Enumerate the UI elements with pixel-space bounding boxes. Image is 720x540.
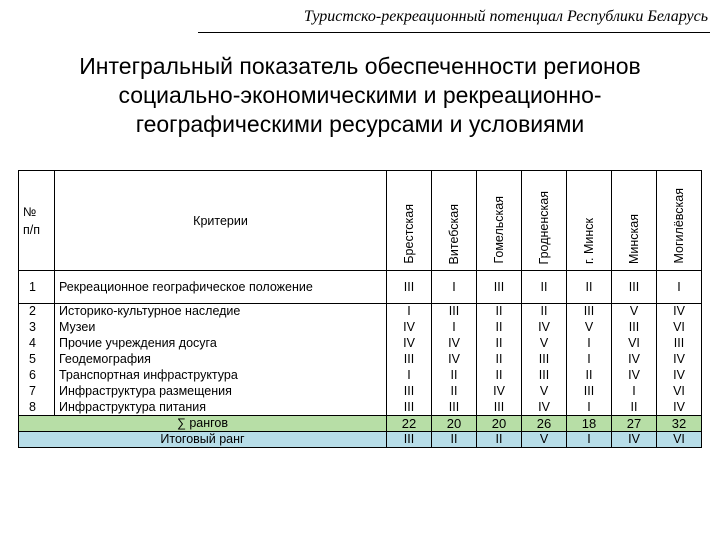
rank-cell: II <box>477 352 522 368</box>
rank-cell: VI <box>657 384 702 400</box>
rank-cell: III <box>522 352 567 368</box>
table-row <box>19 352 702 368</box>
final-rank-row <box>19 432 702 448</box>
rank-cell: III <box>477 271 522 304</box>
region-header <box>567 171 612 271</box>
row-number: 3 <box>19 320 55 336</box>
rank-cell: V <box>522 384 567 400</box>
table-row <box>19 271 702 304</box>
rank-sum-cell: 26 <box>522 416 567 432</box>
region-header-label: Минская <box>627 213 641 264</box>
region-header <box>387 171 432 271</box>
rank-sum-cell: 20 <box>432 416 477 432</box>
title-line: географическими ресурсами и условиями <box>135 111 585 137</box>
rank-cell: IV <box>657 304 702 320</box>
criterion-cell: Инфраструктура питания <box>55 400 387 416</box>
rank-cell: III <box>567 384 612 400</box>
criterion-cell: Транспортная инфраструктура <box>55 368 387 384</box>
criterion-cell: Рекреационное географическое положение <box>55 271 387 304</box>
row-number: 2 <box>19 304 55 320</box>
rank-cell: II <box>477 368 522 384</box>
row-number: 6 <box>19 368 55 384</box>
rank-cell: IV <box>612 368 657 384</box>
final-rank-label: Итоговый ранг <box>19 432 387 448</box>
rank-cell: III <box>387 271 432 304</box>
final-rank-cell: III <box>387 432 432 448</box>
rank-cell: II <box>477 336 522 352</box>
region-header <box>612 171 657 271</box>
rank-cell: IV <box>477 384 522 400</box>
final-rank-cell: VI <box>657 432 702 448</box>
rank-cell: III <box>657 336 702 352</box>
document-header: Туристско-рекреационный потенциал Республики Беларусь <box>303 8 708 25</box>
table-body <box>19 271 702 448</box>
rank-cell: I <box>432 271 477 304</box>
region-header <box>432 171 477 271</box>
row-number: 8 <box>19 400 55 416</box>
table-row <box>19 384 702 400</box>
rank-cell: IV <box>657 352 702 368</box>
table-header-row <box>19 171 702 271</box>
rank-cell: IV <box>522 400 567 416</box>
rank-cell: II <box>522 304 567 320</box>
final-rank-cell: II <box>477 432 522 448</box>
final-rank-cell: I <box>567 432 612 448</box>
criterion-cell: Инфраструктура размещения <box>55 384 387 400</box>
rank-cell: V <box>567 320 612 336</box>
rank-cell: III <box>432 304 477 320</box>
rank-cell: I <box>567 336 612 352</box>
region-header-label: г. Минск <box>582 218 596 264</box>
rank-cell: III <box>567 304 612 320</box>
rank-cell: II <box>567 271 612 304</box>
row-number: 5 <box>19 352 55 368</box>
rank-cell: IV <box>387 336 432 352</box>
rank-cell: I <box>387 304 432 320</box>
criterion-cell: Прочие учреждения досуга <box>55 336 387 352</box>
rank-cell: III <box>387 384 432 400</box>
title-line: Интегральный показатель обеспеченности регионов <box>79 53 641 79</box>
rank-cell: VI <box>657 320 702 336</box>
rank-sum-cell: 18 <box>567 416 612 432</box>
rank-cell: I <box>432 320 477 336</box>
row-number: 1 <box>19 271 55 304</box>
rank-cell: II <box>432 384 477 400</box>
rank-cell: I <box>657 271 702 304</box>
row-number: 7 <box>19 384 55 400</box>
rank-cell: III <box>522 368 567 384</box>
region-header <box>477 171 522 271</box>
rank-cell: IV <box>432 336 477 352</box>
rank-cell: IV <box>387 320 432 336</box>
rank-cell: II <box>612 400 657 416</box>
rank-cell: I <box>387 368 432 384</box>
rank-cell: III <box>477 400 522 416</box>
rank-cell: II <box>567 368 612 384</box>
rank-cell: I <box>567 352 612 368</box>
criterion-cell: Музеи <box>55 320 387 336</box>
rank-cell: II <box>432 368 477 384</box>
criterion-cell: Историко-культурное наследие <box>55 304 387 320</box>
rank-sum-row <box>19 416 702 432</box>
table-row <box>19 400 702 416</box>
region-header-label: Могилёвская <box>672 188 686 264</box>
rank-cell: IV <box>522 320 567 336</box>
rank-cell: III <box>387 352 432 368</box>
table-row <box>19 320 702 336</box>
rank-cell: II <box>477 304 522 320</box>
table-row <box>19 336 702 352</box>
rank-cell: V <box>612 304 657 320</box>
rank-sum-cell: 20 <box>477 416 522 432</box>
rank-cell: III <box>432 400 477 416</box>
header-rule <box>198 32 710 33</box>
rank-sum-cell: 27 <box>612 416 657 432</box>
rank-cell: V <box>522 336 567 352</box>
rank-cell: I <box>612 384 657 400</box>
rank-cell: I <box>567 400 612 416</box>
region-header-label: Брестская <box>402 204 416 264</box>
rank-cell: IV <box>657 400 702 416</box>
rank-cell: IV <box>612 352 657 368</box>
table-row <box>19 304 702 320</box>
region-header-label: Гродненская <box>537 190 551 264</box>
rank-cell: III <box>387 400 432 416</box>
region-header <box>657 171 702 271</box>
region-header-label: Витебская <box>447 203 461 264</box>
criterion-cell: Геодемография <box>55 352 387 368</box>
region-header <box>522 171 567 271</box>
rank-cell: III <box>612 320 657 336</box>
final-rank-cell: II <box>432 432 477 448</box>
rank-cell: IV <box>432 352 477 368</box>
rank-sum-cell: 22 <box>387 416 432 432</box>
number-column-header <box>19 171 55 271</box>
rank-sum-label: ∑ рангов <box>19 416 387 432</box>
table-row <box>19 368 702 384</box>
criteria-column-header: Критерии <box>55 171 387 271</box>
rank-sum-cell: 32 <box>657 416 702 432</box>
rank-cell: VI <box>612 336 657 352</box>
row-number: 4 <box>19 336 55 352</box>
number-header-abbrev: п/п <box>23 222 41 237</box>
region-header-label: Гомельская <box>492 196 506 264</box>
rank-cell: II <box>522 271 567 304</box>
title-line: социально-экономическими и рекреационно- <box>118 82 602 108</box>
ranking-table <box>18 170 702 448</box>
final-rank-cell: V <box>522 432 567 448</box>
rank-cell: III <box>612 271 657 304</box>
rank-cell: II <box>477 320 522 336</box>
number-header-symbol: № <box>23 204 37 219</box>
rank-cell: IV <box>657 368 702 384</box>
page-title <box>30 52 690 139</box>
final-rank-cell: IV <box>612 432 657 448</box>
